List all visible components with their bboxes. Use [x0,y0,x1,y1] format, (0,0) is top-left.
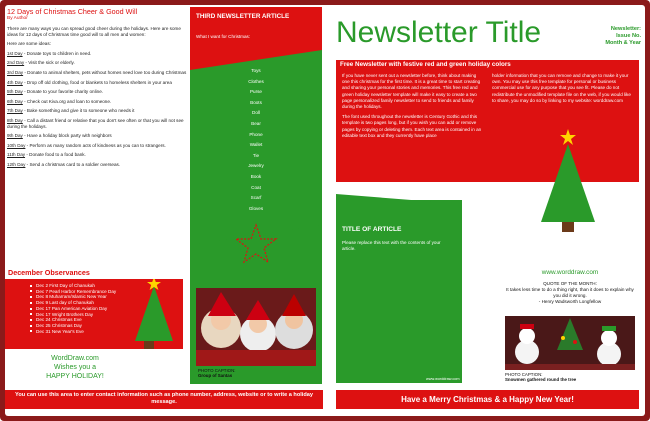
day-text: - Drop off old clothing, food or blankets to homeless shelters in your area [22,79,172,85]
contact-text: You can use this area to enter contact information such as phone number, address, website or to write a holiday message. [15,392,313,405]
day-label: 2nd Day [7,60,25,66]
third-article-title: THIRD NEWSLETTER ARTICLE [196,13,290,20]
day-text: - Perform as many random acts of kindness as you can to strangers. [25,142,166,148]
third-article-header [190,7,322,29]
bullet-icon [30,296,32,298]
day-label: 11th Day [7,152,26,158]
gift-item: Phone [249,131,263,137]
observance-text: Dec 8 Muharram/Islamic New Year [36,294,107,300]
day-text: - Have a holiday block party with neighbors [22,133,112,139]
gift-item: Bear [251,120,261,126]
article-title: TITLE OF ARTICLE [342,226,402,233]
wishes-line-2: HAPPY HOLIDAY! [46,373,104,380]
day-item [7,152,187,158]
day-label: 5th Day [7,89,23,95]
day-item [7,133,187,139]
feature-p1: If you have never sent out a newsletter before, think about making one this christmas for the first time. It is a great time to start creating and sharing your personal stories and memories. This free red and green holiday newsletter template will make it easy to create a two page personalized family newsletter to send to friends and family during the holidays. [342,73,481,110]
worddraw-site: WordDraw.com [51,355,99,362]
tree-2-trunk [562,222,574,232]
gift-item: Wallet [249,142,263,148]
day-label: 12th Day [7,161,26,167]
feature-p3: holder information that you can remove and change to make it your own. You may use this free template for personal or business commercial use for any purpose that you see fit. Please do not redistribute the unmodified template file on the web, if you would like to share, you may do so by linking to my website: worddraw.com [492,73,631,103]
day-label: 4th Day [7,79,23,85]
intro-text: There are many ways you can spread good cheer during the holidays. Here are some ideas for 12 days of Christmas time good will to all men and women: [7,26,181,37]
gift-item: Book [250,173,262,179]
day-text: - Check out Kiva.org and loan to someone. [22,98,112,104]
feature-bar [336,60,639,70]
holiday-footer-text: Have a Merry Christmas & a Happy New Year! [401,395,574,404]
snowmen-photo [505,316,635,370]
day-label: 7th Day [7,108,23,114]
tree-1-trunk [144,341,154,349]
star-2 [560,129,576,145]
day-text: - Donate food to a food bank. [25,152,86,158]
tree-2 [541,144,595,222]
article-text: Please replace this text with the contents of your article. [342,240,441,252]
day-item [7,118,187,129]
day-item [7,143,187,149]
day-text: - Call a distant friend or relative that you don't see often or that you will not see during the holidays. [7,117,184,129]
december-title: December Observances [8,268,90,277]
days-list [7,51,187,168]
ideas-label: Here are some ideas: [7,41,51,47]
article-wedge [336,182,462,210]
wishlist-label: What I want for Christmas: [196,34,251,39]
bullet-icon [30,308,32,310]
feature-bar-title: Free Newsletter with festive red and green holiday colors [340,61,511,68]
day-label: 9th Day [7,133,23,139]
article-site: www.worddraw.com [426,377,460,381]
tree-1 [135,286,173,341]
twelve-days-title: 12 Days of Christmas Cheer & Good Will [7,7,138,16]
day-item [7,70,187,76]
contact-bar [5,390,323,409]
observance-text: Dec 24 Christmas Eve [36,317,82,323]
day-item [7,89,187,95]
day-label: 3rd Day [7,69,24,75]
santas-caption-label: PHOTO CAPTION: [198,368,236,373]
day-item [7,51,187,57]
day-item [7,60,187,66]
observance-text: Dec 9 Last day of Chanukah [36,300,94,306]
day-item [7,99,187,105]
gift-item: Toys [251,68,261,73]
observance-item [30,329,116,335]
issue-line-3: Month & Year [605,40,641,46]
day-label: 1st Day [7,50,23,56]
day-label: 6th Day [7,98,23,104]
site-link[interactable]: www.worddraw.com [541,269,599,276]
bullet-icon [30,325,32,327]
gift-item: Gloves [248,205,264,211]
gift-item: Coat [251,184,261,190]
wishes-line-1: Wishes you a [53,364,97,371]
day-text: - Donate to animal shelters, pets without homes need love too during Christmas [23,69,187,75]
bullet-icon [30,285,32,287]
observance-text: Dec 31 New Year's Eve [36,328,84,334]
feature-col-right [492,73,636,108]
observance-text: Dec 2 First Day of Chanukah [36,283,95,288]
issue-line-1: Newsletter: [610,26,641,32]
gift-item: Clothes [248,78,264,84]
issue-line-2: Issue No. [616,33,641,39]
gift-item: Jewelry [248,163,264,169]
santas-photo [196,288,316,366]
day-label: 8th Day [7,117,23,123]
day-item [7,162,187,168]
star-panel [190,217,322,287]
gift-item: Scarf [250,195,262,201]
gift-item: Tie [252,152,260,158]
quote-text: It takes less time to do a thing right, than it does to explain why you did it wrong. [506,287,634,298]
bullet-icon [30,313,32,315]
christmas-tree-right [535,126,601,236]
day-text: - Visit the sick or elderly. [24,60,75,66]
santas-caption [198,368,236,378]
byline: By Author [7,16,28,21]
issue-info [585,26,641,47]
observance-text: Dec 17 Pan American Aviation Day [36,305,108,311]
day-label: 10th Day [7,142,26,148]
bullet-icon [30,319,32,321]
quote-head: QUOTE OF THE MONTH: [543,281,597,286]
bullet-icon [30,302,32,304]
observances-list [30,283,116,334]
snowmen-caption [505,372,576,382]
bullet-icon [30,290,32,292]
feature-col-left [342,73,482,143]
observance-text: Dec 7 Pearl Harbor Remembrance Day [36,288,117,294]
day-text: - Donate toys to children in need. [22,50,92,56]
observance-text: Dec 25 Christmas Day [36,322,82,328]
snowmen-caption-text: Snowmen gathered round the tree [505,377,577,382]
observance-text: Dec 17 Wright Brothers Day [36,311,94,317]
day-item [7,108,187,114]
gift-item: Purse [249,89,262,95]
holiday-footer-bar [336,390,639,409]
gift-item: Boots [250,99,262,105]
quote-author: - Henry Wadsworth Longfellow [538,299,602,304]
gift-list [190,66,322,214]
worddraw-wishes [30,354,120,381]
twelve-days-article [7,8,187,168]
gift-item: Doll [252,110,260,116]
day-text: - Send a christmas card to a soldier overseas. [25,161,121,167]
day-item [7,80,187,86]
newsletter-title: Newsletter Title [336,16,542,49]
day-text: - Donate to your favorite charity online. [22,89,104,95]
bullet-icon [30,330,32,332]
feature-p2: The font used throughout the newsletter is Century Gothic and this template is two pages long, but if you wish you can add or remove pages by copying or deleting them. Each text area is contained in an editable text box and they currently have place [342,114,482,138]
day-text: - Bake something and give it to someone who needs it [22,108,135,114]
quote-block [503,281,637,305]
santas-caption-text: Group of Santas [198,373,233,378]
snowmen-caption-label: PHOTO CAPTION: [505,372,543,377]
